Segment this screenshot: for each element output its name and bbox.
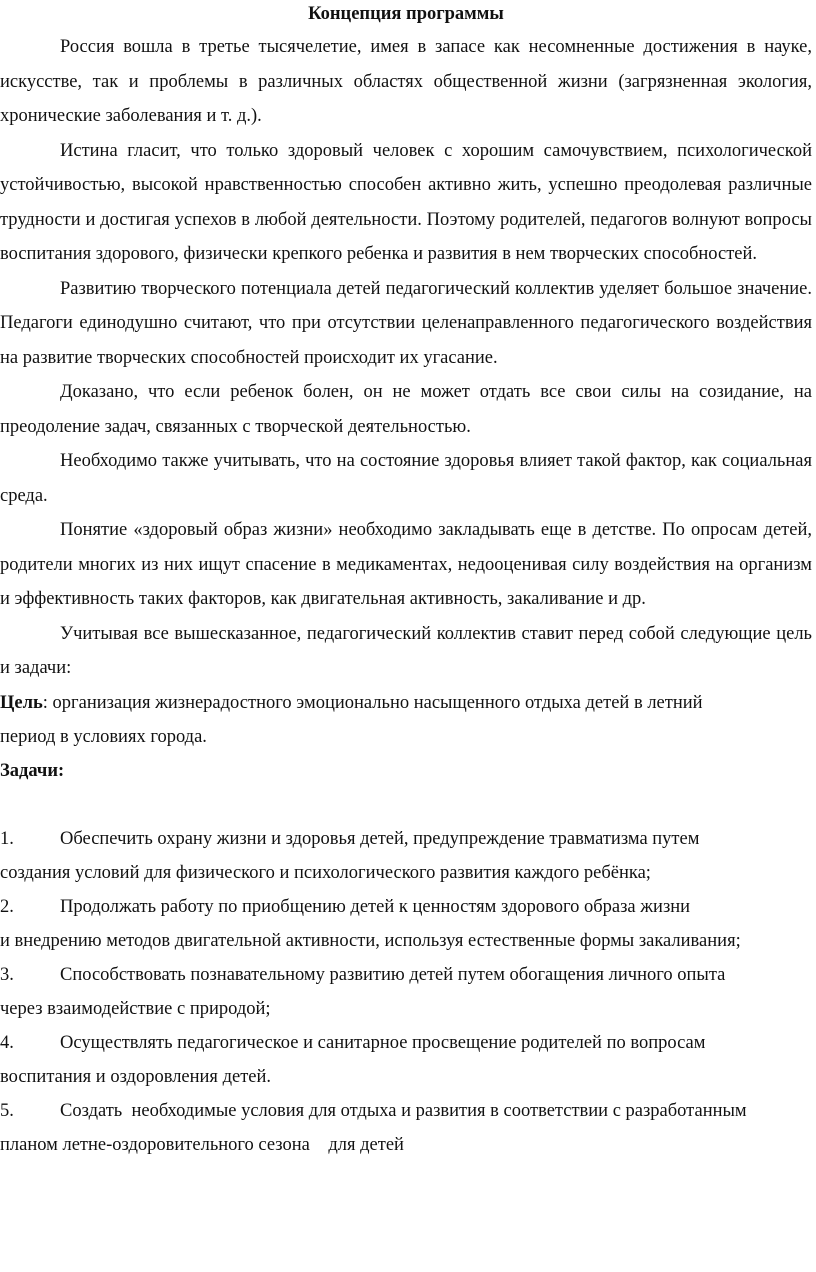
- task-line2: через взаимодействие с природой;: [0, 998, 271, 1019]
- document-title: Концепция программы: [308, 4, 504, 24]
- goal-text-line1: : организация жизнерадостного эмоционально насыщенного отдыха детей в летний: [42, 692, 703, 713]
- paragraph-truth: Истина гласит, что только здоровый человек с хорошим самочувствием, психологической устойчивостью, высокой нравственностью способен активно жить, успешно преодолевая различные трудности и достигая успехов в любой деятельности. Поэтому родителей, педагогов волнуют вопросы воспитания здорового, физически крепкого ребенка и развития в нем творческих способностей.: [0, 140, 812, 264]
- paragraph-proven: Доказано, что если ребенок болен, он не может отдать все свои силы на созидание, на преодоление задач, связанных с творческой деятельностью.: [0, 382, 812, 437]
- list-item: [0, 822, 812, 890]
- task-line1: Создать необходимые условия для отдыха и развития в соответствии с разработанным: [60, 1100, 747, 1121]
- task-number: 2.: [0, 896, 14, 917]
- task-line2: и внедрению методов двигательной активности, используя естественные формы закаливания;: [0, 930, 741, 951]
- task-line1: Способствовать познавательному развитию детей путем обогащения личного опыта: [60, 964, 726, 985]
- paragraph-social: Необходимо также учитывать, что на состояние здоровья влияет такой фактор, как социальная среда.: [0, 451, 812, 506]
- list-item: [0, 958, 812, 1026]
- goal-block: [0, 686, 812, 754]
- list-item: [0, 1094, 812, 1162]
- task-line2: воспитания и оздоровления детей.: [0, 1066, 272, 1087]
- task-number: 3.: [0, 964, 14, 985]
- task-line1: Осуществлять педагогическое и санитарное просвещение родителей по вопросам: [60, 1032, 706, 1053]
- paragraph-considering: Учитывая все вышесказанное, педагогический коллектив ставит перед собой следующие цель и задачи:: [0, 623, 812, 678]
- list-item: [0, 890, 812, 958]
- task-line1: Обеспечить охрану жизни и здоровья детей, предупреждение травматизма путем: [60, 828, 700, 849]
- tasks-list: [0, 822, 812, 1162]
- goal-text-line2: период в условиях города.: [0, 726, 207, 747]
- task-number: 4.: [0, 1032, 14, 1053]
- paragraph-creative: Развитию творческого потенциала детей педагогический коллектив уделяет большое значение. Педагоги единодушно считают, что при отсутствии целенаправленного педагогического воздействия на развитие творческих способностей происходит их угасание.: [0, 278, 812, 368]
- task-line2: планом летне-оздоровительного сезона для детей: [0, 1134, 404, 1155]
- paragraph-healthy-lifestyle: Понятие «здоровый образ жизни» необходимо закладывать еще в детстве. По опросам детей, родители многих из них ищут спасение в медикаментах, недооценивая силу воздействия на организм и эффективность таких факторов, как двигательная активность, закаливание и др.: [0, 520, 812, 609]
- task-line2: создания условий для физического и психологического развития каждого ребёнка;: [0, 862, 651, 883]
- paragraph-intro: Россия вошла в третье тысячелетие, имея в запасе как несомненные достижения в науке, искусстве, так и проблемы в различных областях общественной жизни (загрязненная экология, хронические заболевания и т. д.).: [0, 37, 812, 126]
- tasks-heading-label: Задачи:: [0, 760, 65, 781]
- task-number: 1.: [0, 828, 14, 849]
- list-item: [0, 1026, 812, 1094]
- task-line1: Продолжать работу по приобщению детей к ценностям здорового образа жизни: [60, 896, 691, 917]
- task-number: 5.: [0, 1100, 14, 1121]
- goal-label: Цель: [0, 692, 43, 713]
- tasks-heading: [0, 754, 812, 788]
